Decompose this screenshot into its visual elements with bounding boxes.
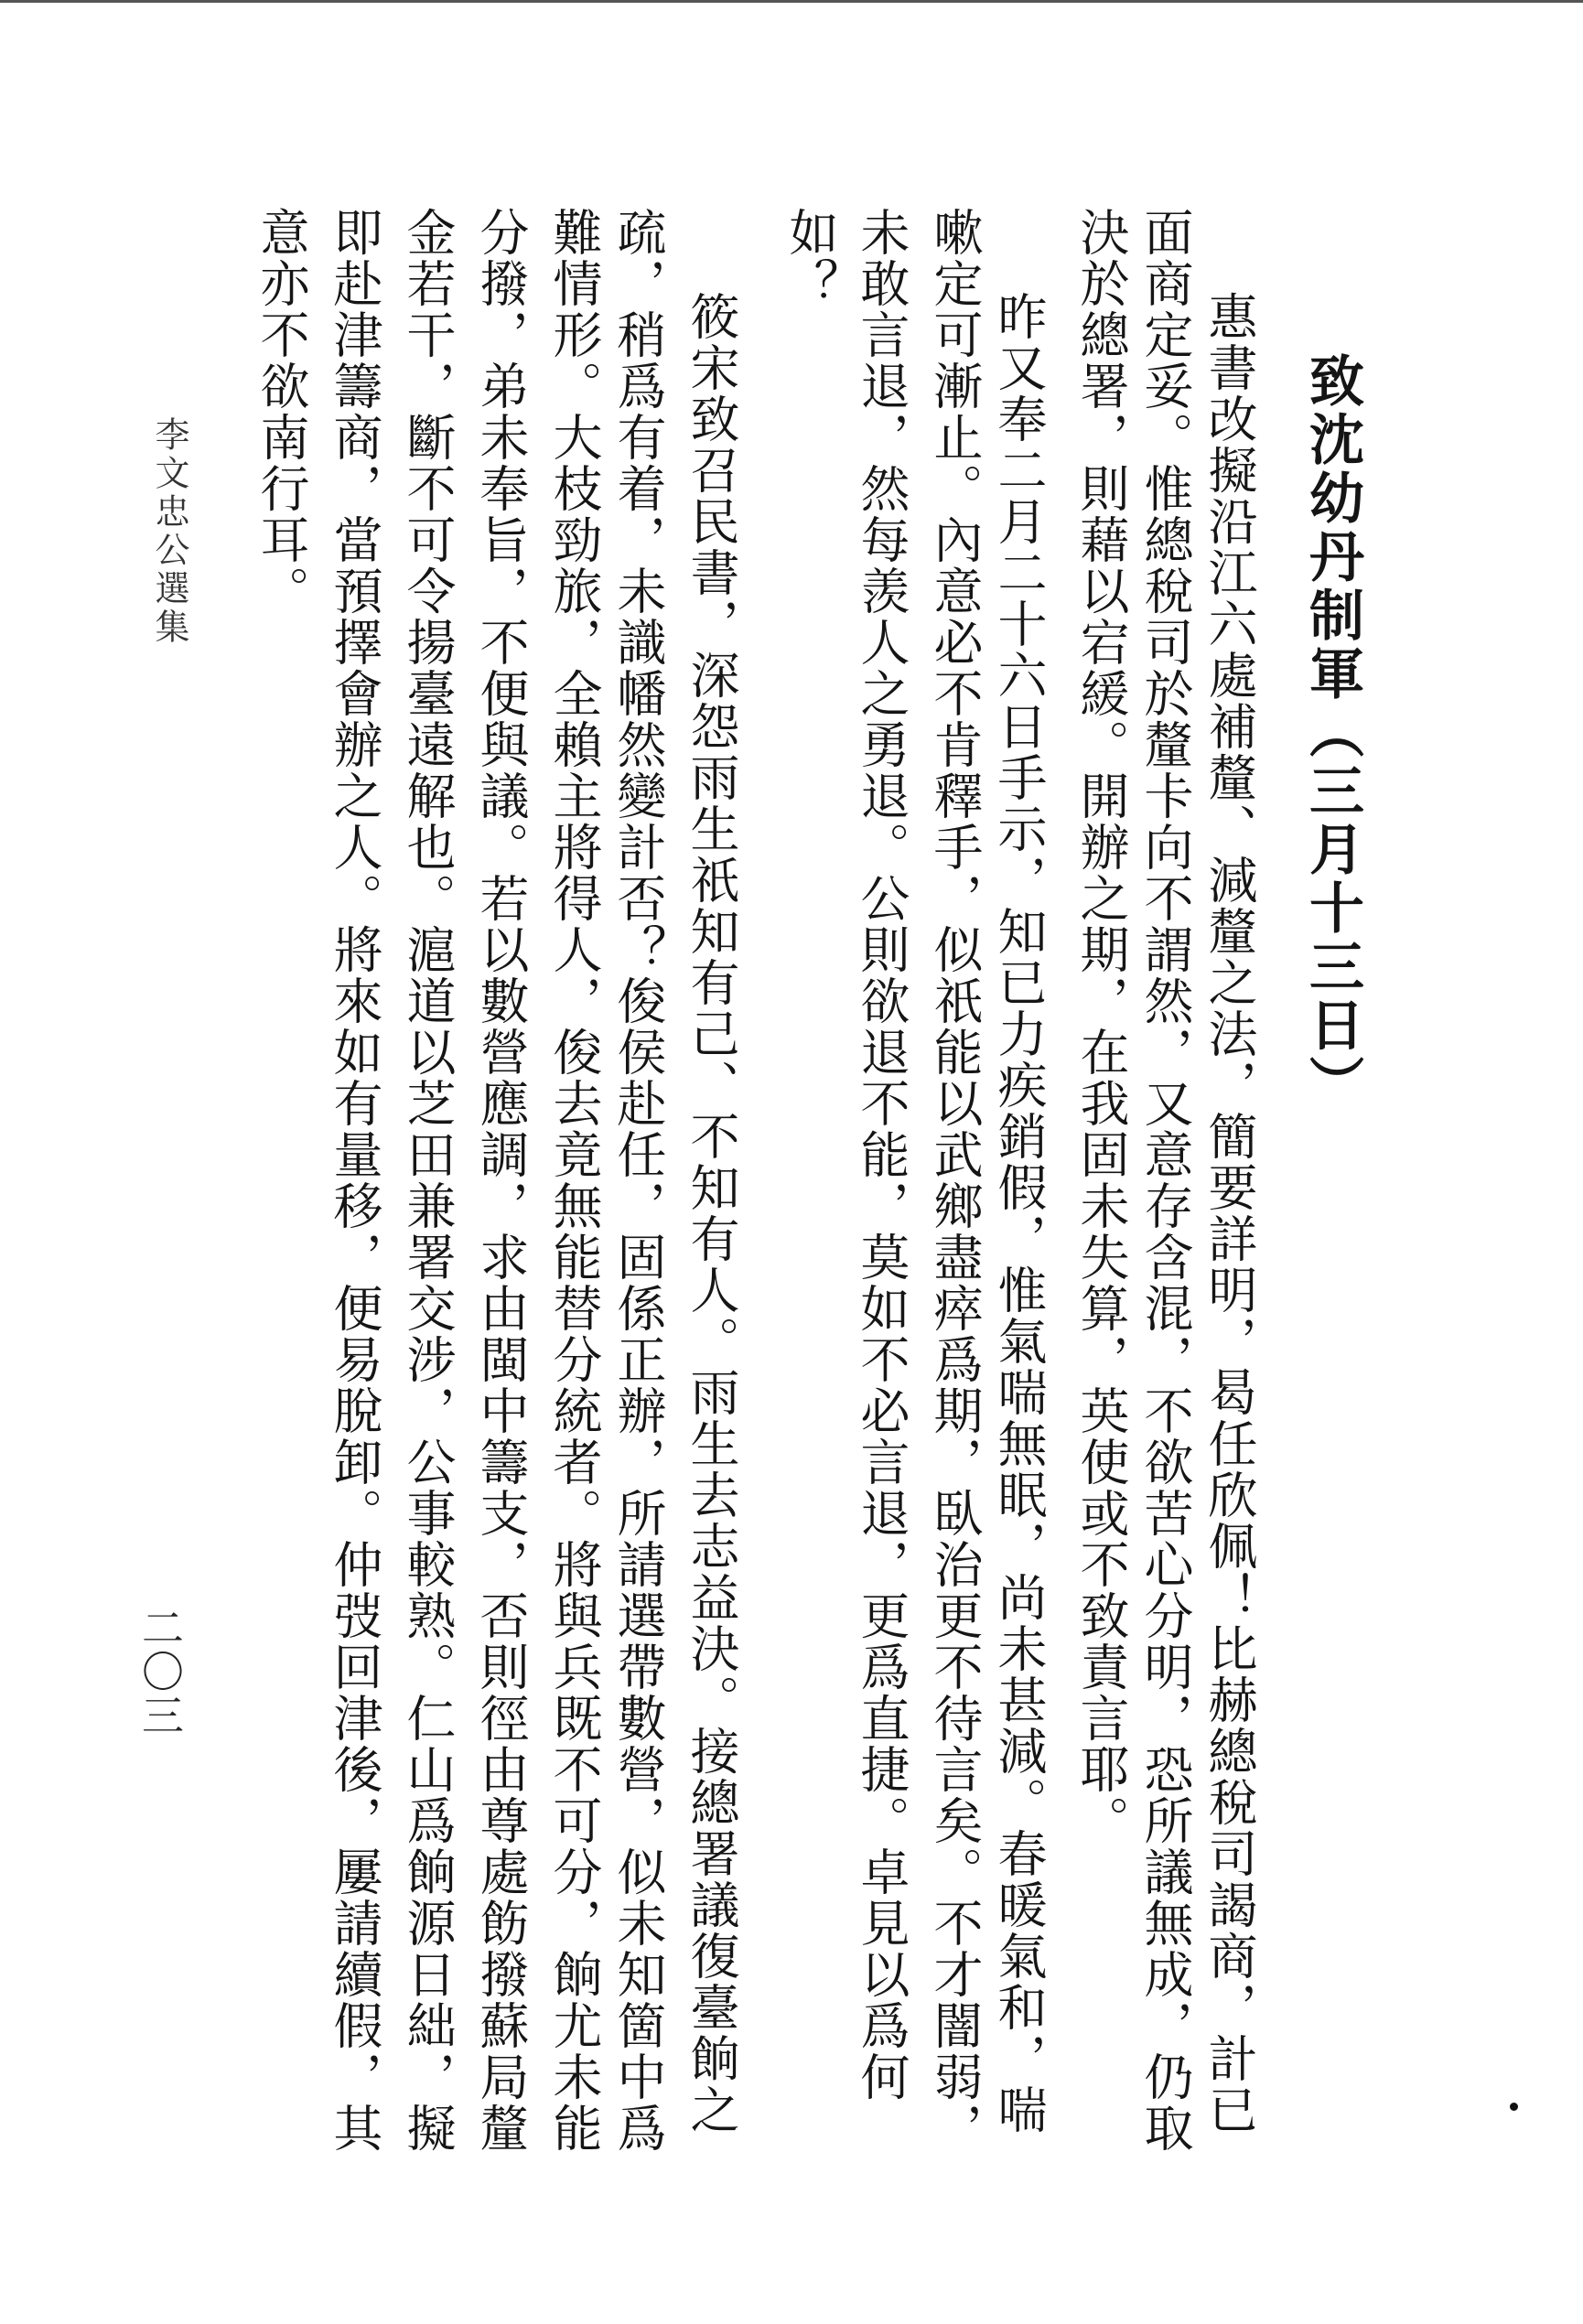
top-border bbox=[0, 0, 1583, 3]
text-column-1: 惠書改擬沿江六處補釐、減釐之法，簡要詳明，曷任欣佩！比赫總稅司謁商，計已 bbox=[1201, 291, 1258, 2136]
text-column-14: 意亦不欲南行耳。 bbox=[253, 207, 310, 617]
text-column-7: 如？ bbox=[781, 207, 839, 309]
print-speck bbox=[1510, 2103, 1518, 2111]
text-column-11: 分撥，弟未奉旨，不便與議。若以數營應調，求由閩中籌支，否則徑由尊處飭撥蘇局釐 bbox=[472, 207, 530, 2154]
text-column-5: 嗽定可漸止。內意必不肯釋手，似祇能以武鄉盡瘁爲期，臥治更不待言矣。不才闇弱， bbox=[926, 207, 984, 2154]
text-column-8: 筱宋致召民書，深怨雨生祇知有己、不知有人。雨生去志益決。接總署議復臺餉之 bbox=[683, 291, 740, 2136]
text-column-13: 即赴津籌商，當預擇會辦之人。將來如有量移，便易脫卸。仲弢回津後，屢請續假，其 bbox=[326, 207, 383, 2154]
text-column-4: 昨又奉二月二十六日手示，知已力疾銷假，惟氣喘無眠，尚未甚減。春暖氣和，喘 bbox=[990, 291, 1048, 2136]
text-column-6: 未敢言退，然每羡人之勇退。公則欲退不能，莫如不必言退，更爲直捷。卓見以爲何 bbox=[853, 207, 910, 2103]
text-column-2: 面商定妥。惟總稅司於釐卡向不謂然，又意存含混，不欲苦心分明，恐所議無成，仍取 bbox=[1136, 207, 1194, 2154]
page-number: 二〇三 bbox=[135, 1606, 185, 1738]
text-column-12: 金若干，斷不可令揚臺遠解也。滬道以芝田兼署交涉，公事較熟。仁山爲餉源日絀，擬 bbox=[399, 207, 457, 2154]
text-column-10: 難情形。大枝勁旅，全賴主將得人，俊去竟無能替分統者。將與兵既不可分，餉尤未能 bbox=[545, 207, 603, 2154]
letter-title: 致沈幼丹制軍（三月十三日） bbox=[1300, 352, 1364, 1114]
book-title-footer: 李文忠公選集 bbox=[149, 416, 189, 647]
text-column-3: 決於總署，則藉以宕緩。開辦之期，在我固未失算，英使或不致責言耶。 bbox=[1072, 207, 1130, 1846]
text-column-9: 疏，稍爲有着，未識幡然變計否？俊侯赴任，固係正辦，所請選帶數營，似未知箇中爲 bbox=[609, 207, 667, 2154]
